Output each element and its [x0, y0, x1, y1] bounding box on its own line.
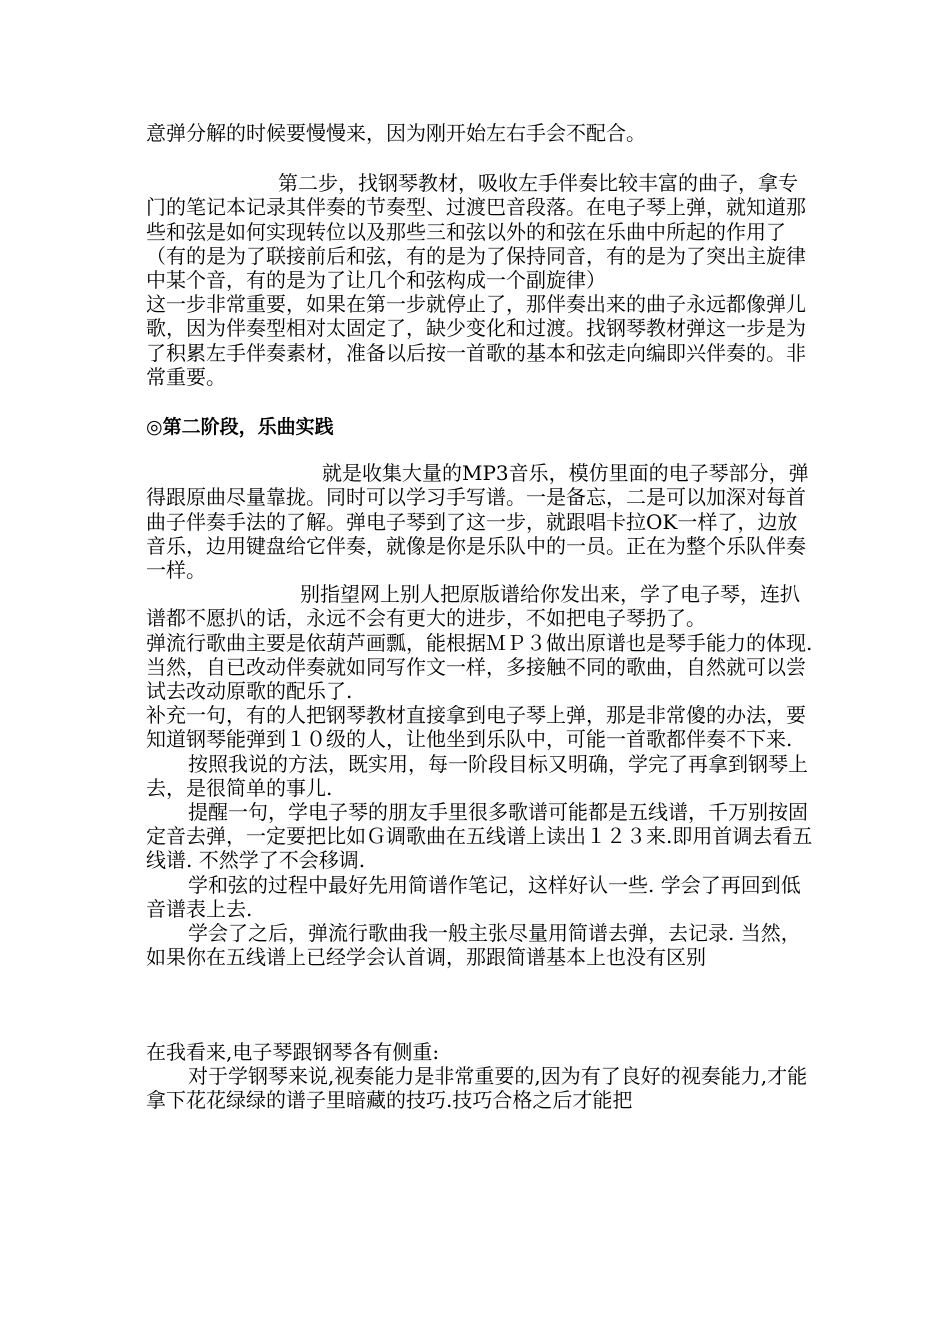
paragraph-6: 弹流行歌曲主要是依葫芦画瓢，能根据ＭＰ３做出原谱也是琴手能力的体现.当然，自已改动伴奏就如同写作文一样，多接触不同的歌曲，自然就可以尝试去改动原歌的配乐了.	[146, 630, 813, 704]
section-heading: ◎第二阶段，乐曲实践	[146, 416, 334, 439]
paragraph-11: 学会了之后，弹流行歌曲我一般主张尽量用简谱去弹，去记录. 当然，如果你在五线谱上已经学会认首调，那跟简谱基本上也没有区别	[146, 921, 801, 970]
paragraph-13: 对于学钢琴来说,视奏能力是非常重要的,因为有了良好的视奏能力,才能拿下花花绿绿的谱子里暗藏的技巧.技巧合格之后才能把	[146, 1063, 808, 1112]
paragraph-5: 别指望网上别人把原版谱给你发出来，学了电子琴，连扒谱都不愿扒的话，永远不会有更大的进步，不如把电子琴扔了。	[146, 582, 800, 631]
paragraph-4: 就是收集大量的MP3音乐，模仿里面的电子琴部分，弹得跟原曲尽量靠拢。同时可以学习手写谱。一是备忘，二是可以加深对每首曲子伴奏手法的了解。弹电子琴到了这一步，就跟唱卡拉OK一样了，边放音乐，边用键盘给它伴奏，就像是你是乐队中的一员。正在为整个乐队伴奏一样。	[146, 461, 809, 583]
paragraph-9: 提醒一句，学电子琴的朋友手里很多歌谱可能都是五线谱，千万别按固定音去弹，一定要把比如Ｇ调歌曲在五线谱上读出１２３来.即用首调去看五线谱. 不然学了不会移调.	[146, 800, 813, 873]
document-body	[146, 121, 814, 1112]
paragraph-7: 补充一句，有的人把钢琴教材直接拿到电子琴上弹，那是非常傻的办法，要知道钢琴能弹到１０级的人，让他坐到乐队中，可能一首歌都伴奏不下来.	[146, 703, 806, 752]
paragraph-2: 第二步，找钢琴教材，吸收左手伴奏比较丰富的曲子，拿专门的笔记本记录其伴奏的节奏型、过渡巴音段落。在电子琴上弹，就知道那些和弦是如何实现转位以及那些三和弦以外的和弦在乐曲中所起的作用了（有的是为了联接前后和弦，有的是为了保持同音，有的是为了突出主旋律中某个音，有的是为了让几个和弦构成一个副旋律）	[146, 171, 806, 293]
paragraph-10: 学和弦的过程中最好先用简谱作笔记，这样好认一些. 学会了再回到低音谱表上去.	[146, 872, 801, 921]
paragraph-3: 这一步非常重要，如果在第一步就停止了，那伴奏出来的曲子永远都像弹儿歌，因为伴奏型相对太固定了，缺少变化和过渡。找钢琴教材弹这一步是为了积累左手伴奏素材，准备以后按一首歌的基本和弦走向编即兴伴奏的。非常重要。	[146, 292, 806, 389]
paragraph-12: 在我看来,电子琴跟钢琴各有侧重:	[146, 1039, 440, 1064]
paragraph-1: 意弹分解的时候要慢慢来，因为刚开始左右手会不配合。	[146, 121, 646, 145]
paragraph-8: 按照我说的方法，既实用，每一阶段目标又明确，学完了再拿到钢琴上去，是很简单的事儿.	[146, 751, 808, 800]
